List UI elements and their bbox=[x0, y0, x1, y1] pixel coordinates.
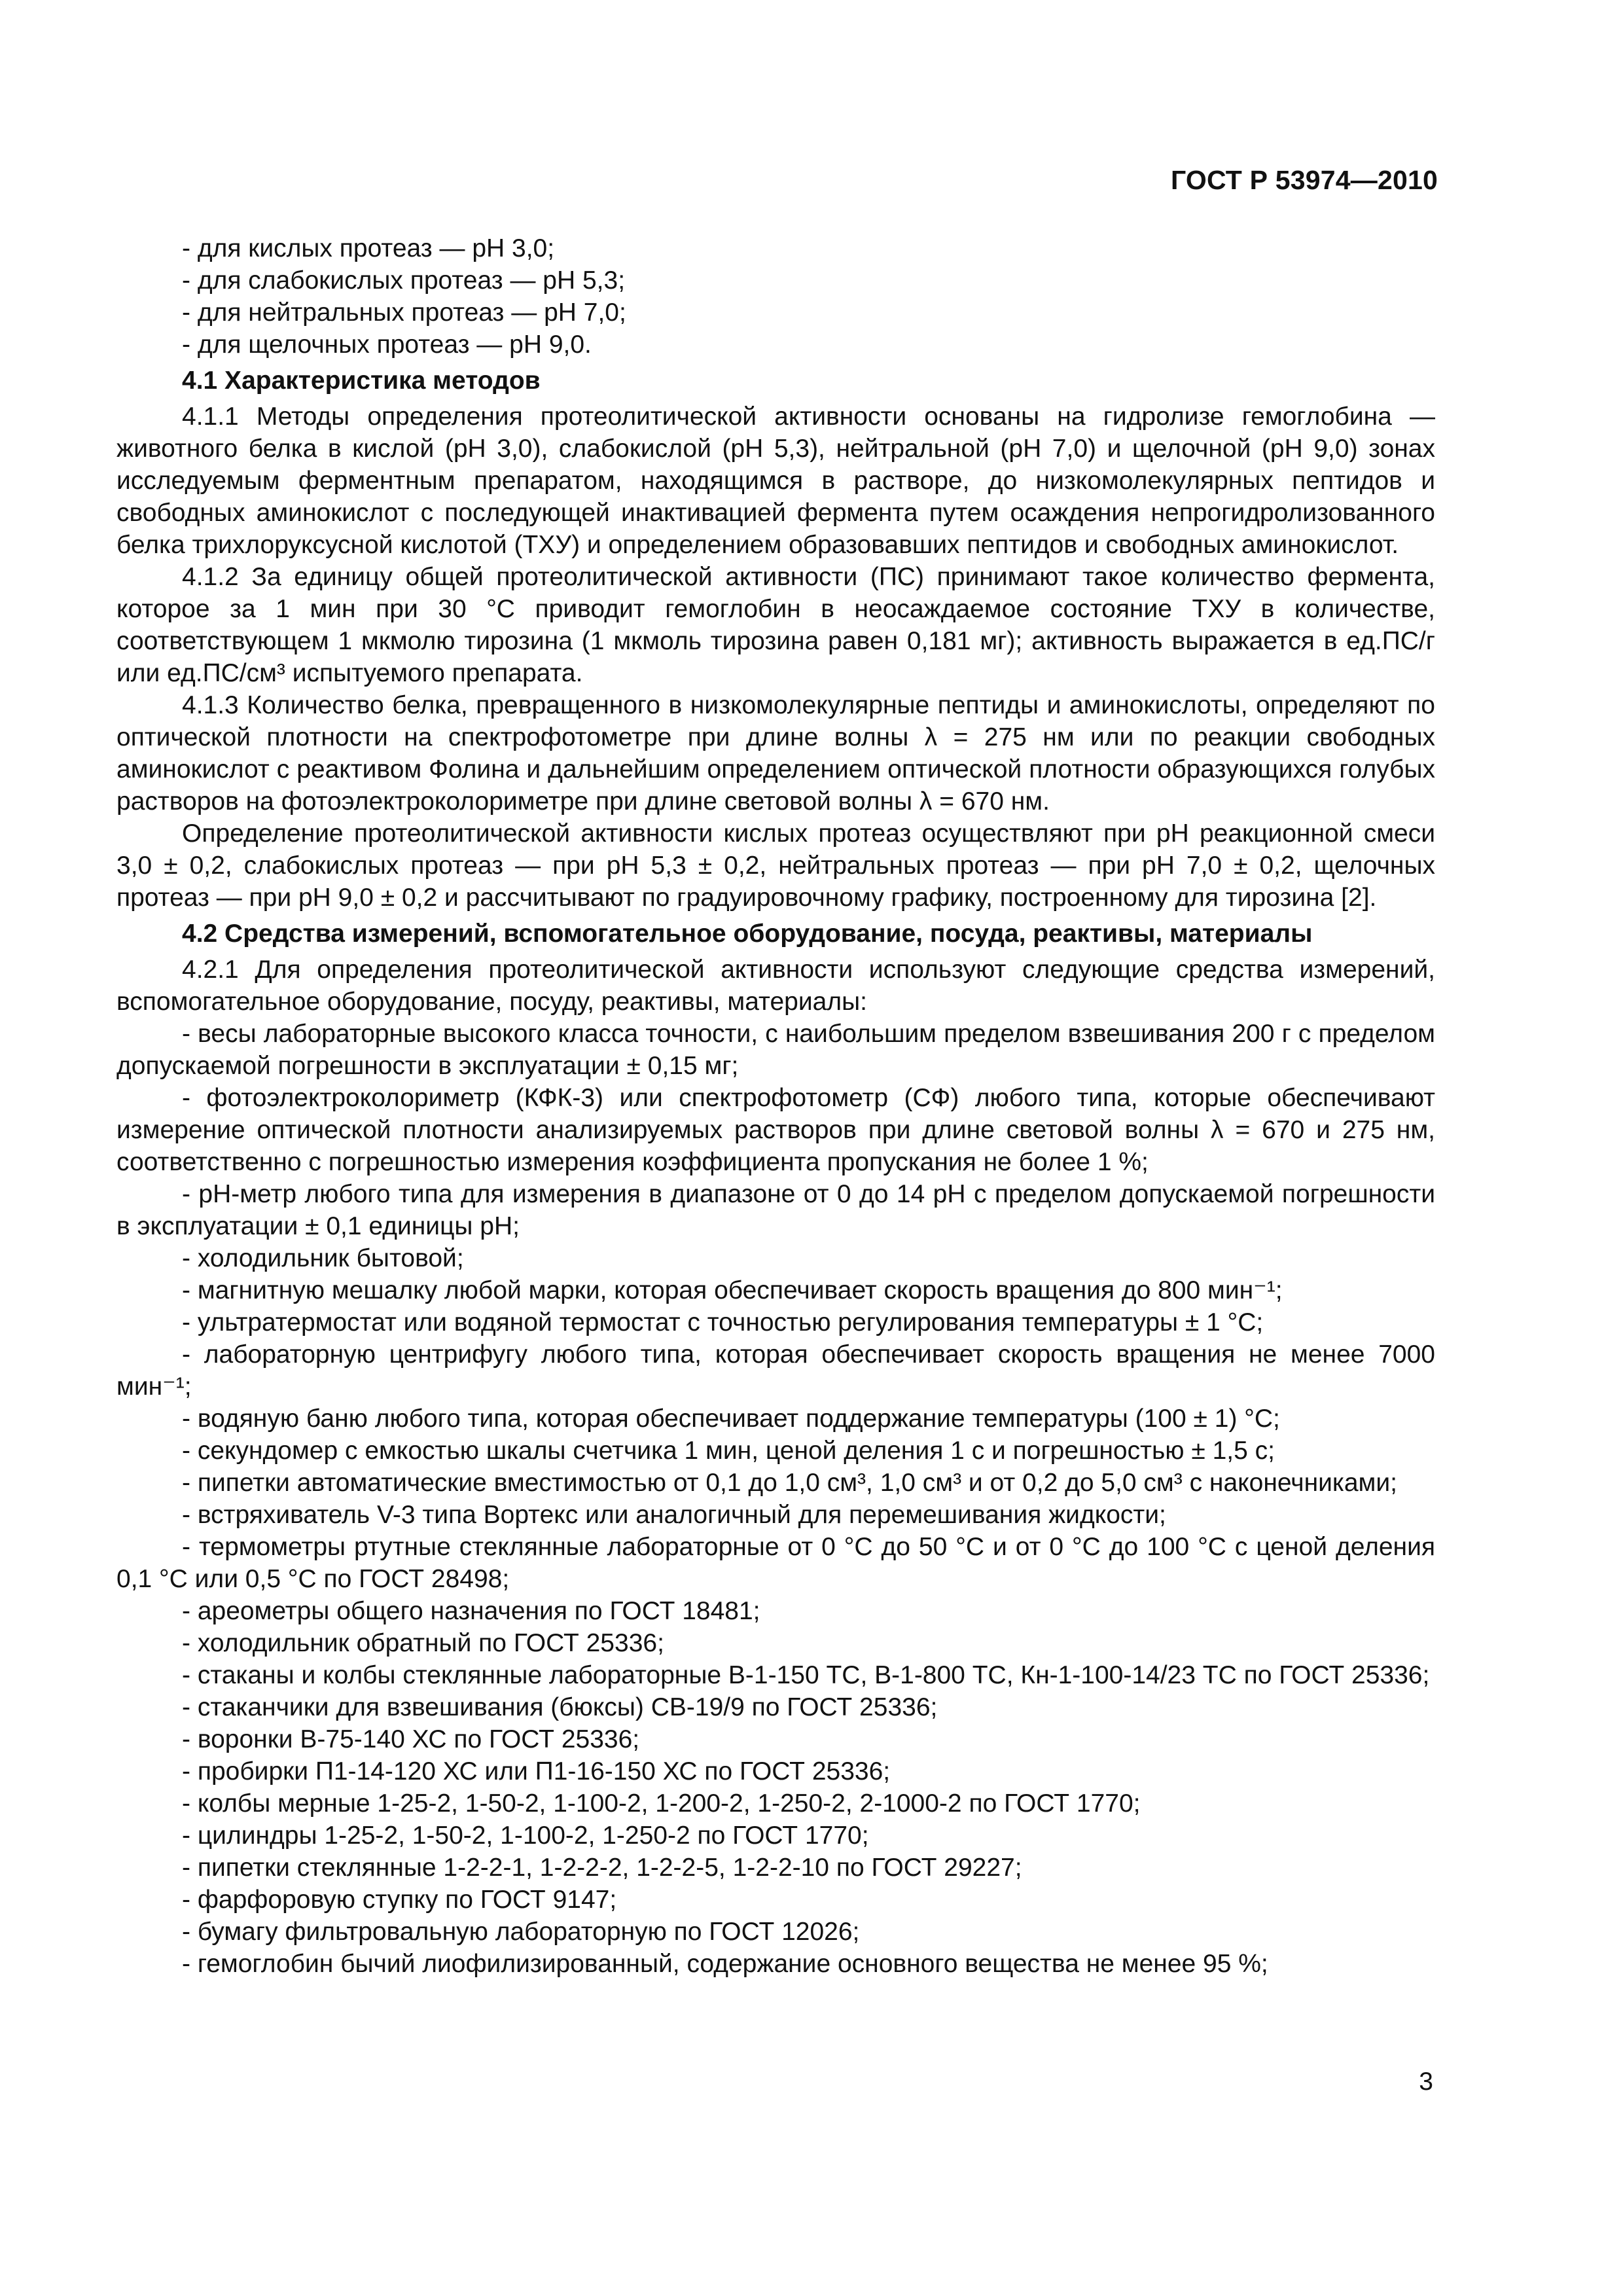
document-body bbox=[116, 232, 1435, 1980]
list-item: - колбы мерные 1-25-2, 1-50-2, 1-100-2, 1-200-2, 1-250-2, 2-1000-2 по ГОСТ 1770; bbox=[182, 1789, 1141, 1818]
list-item: - ультратермостат или водяной термостат с точностью регулирования температуры ± 1 °С; bbox=[182, 1308, 1264, 1336]
list-item: - пипетки стеклянные 1-2-2-1, 1-2-2-2, 1-2-2-5, 1-2-2-10 по ГОСТ 29227; bbox=[182, 1854, 1022, 1882]
list-item: - стаканы и колбы стеклянные лабораторные В-1-150 ТС, В-1-800 ТС, Кн-1-100-14/23 ТС по ГОСТ 25336; bbox=[182, 1661, 1430, 1689]
list-item: - цилиндры 1-25-2, 1-50-2, 1-100-2, 1-250-2 по ГОСТ 1770; bbox=[182, 1821, 869, 1850]
document-header: ГОСТ Р 53974—2010 bbox=[1171, 165, 1438, 195]
list-item: - фарфоровую ступку по ГОСТ 9147; bbox=[182, 1886, 617, 1914]
list-item: - пробирки П1-14-120 ХС или П1-16-150 ХС по ГОСТ 25336; bbox=[182, 1757, 891, 1785]
list-item: - фотоэлектроколориметр (КФК-3) или спектрофотометр (СФ) любого типа, которые обеспечивают измерение оптической плотности анализируемых растворов при длине световой волны λ = 670 и 275 нм, соответственно с погрешностью измерения коэффициента пропускания не более 1 %; bbox=[116, 1084, 1435, 1176]
page-number: 3 bbox=[1419, 2068, 1433, 2096]
list-item: - магнитную мешалку любой марки, которая обеспечивает скорость вращения до 800 мин⁻¹; bbox=[182, 1276, 1283, 1304]
list-item: - для кислых протеаз — рН 3,0; bbox=[182, 234, 555, 262]
list-item: - водяную баню любого типа, которая обеспечивает поддержание температуры (100 ± 1) °С; bbox=[182, 1405, 1280, 1433]
list-item: - ареометры общего назначения по ГОСТ 18481; bbox=[182, 1597, 760, 1625]
list-item: - холодильник бытовой; bbox=[182, 1244, 464, 1272]
list-item: - бумагу фильтровальную лабораторную по ГОСТ 12026; bbox=[182, 1918, 860, 1946]
paragraph: 4.2.1 Для определения протеолитической активности используют следующие средства измерений, вспомогательное оборудование, посуду, реактивы, материалы: bbox=[116, 956, 1435, 1016]
paragraph: 4.1.3 Количество белка, превращенного в низкомолекулярные пептиды и аминокислоты, определяют по оптической плотности на спектрофотометре при длине волны λ = 275 нм или по реакции свободных аминокислот с реактивом Фолина и дальнейшим определением оптической плотности образующихся голубых растворов на фотоэлектроколориметре при длине световой волны λ = 670 нм. bbox=[116, 691, 1435, 816]
list-item: - термометры ртутные стеклянные лабораторные от 0 °С до 50 °С и от 0 °С до 100 °С с ценой деления 0,1 °С или 0,5 °С по ГОСТ 28498; bbox=[116, 1533, 1435, 1593]
list-item: - холодильник обратный по ГОСТ 25336; bbox=[182, 1629, 664, 1657]
list-item: - для щелочных протеаз — рН 9,0. bbox=[182, 331, 592, 359]
section-heading: 4.2 Средства измерений, вспомогательное оборудование, посуда, реактивы, материалы bbox=[182, 920, 1313, 948]
list-item: - гемоглобин бычий лиофилизированный, содержание основного вещества не менее 95 %; bbox=[182, 1950, 1268, 1978]
paragraph: 4.1.2 За единицу общей протеолитической активности (ПС) принимают такое количество фермента, которое за 1 мин при 30 °С приводит гемоглобин в неосаждаемое состояние ТХУ в количестве, соответствующем 1 мкмолю тирозина (1 мкмоль тирозина равен 0,181 мг); активность выражается в ед.ПС/г или ед.ПС/см³ испытуемого препарата. bbox=[116, 563, 1435, 687]
list-item: - для нейтральных протеаз — рН 7,0; bbox=[182, 298, 626, 327]
list-item: - весы лабораторные высокого класса точности, с наибольшим пределом взвешивания 200 г с пределом допускаемой погрешности в эксплуатации ± 0,15 мг; bbox=[116, 1020, 1435, 1080]
list-item: - воронки В-75-140 ХС по ГОСТ 25336; bbox=[182, 1725, 640, 1753]
list-item: - пипетки автоматические вместимостью от 0,1 до 1,0 см³, 1,0 см³ и от 0,2 до 5,0 см³ с наконечниками; bbox=[182, 1469, 1397, 1497]
list-item: - встряхиватель V-3 типа Вортекс или аналогичный для перемешивания жидкости; bbox=[182, 1501, 1166, 1529]
list-item: - стаканчики для взвешивания (бюксы) СВ-19/9 по ГОСТ 25336; bbox=[182, 1693, 938, 1721]
paragraph: 4.1.1 Методы определения протеолитической активности основаны на гидролизе гемоглобина — животного белка в кислой (рН 3,0), слабокислой (рН 5,3), нейтральной (рН 7,0) и щелочной (рН 9,0) зонах исследуемым ферментным препаратом, находящимся в растворе, до низкомолекулярных пептидов и свободных аминокислот с последующей инактивацией фермента путем осаждения непрогидролизованного белка трихлоруксусной кислотой (ТХУ) и определением образовавших пептидов и свободных аминокислот. bbox=[116, 403, 1435, 559]
list-item: - лабораторную центрифугу любого типа, которая обеспечивает скорость вращения не менее 7000 мин⁻¹; bbox=[116, 1340, 1435, 1401]
section-heading: 4.1 Характеристика методов bbox=[182, 367, 541, 395]
list-item: - для слабокислых протеаз — рН 5,3; bbox=[182, 266, 626, 295]
list-item: - рН-метр любого типа для измерения в диапазоне от 0 до 14 рН с пределом допускаемой погрешности в эксплуатации ± 0,1 единицы рН; bbox=[116, 1180, 1435, 1240]
list-item: - секундомер с емкостью шкалы счетчика 1 мин, ценой деления 1 с и погрешностью ± 1,5 с; bbox=[182, 1437, 1275, 1465]
paragraph: Определение протеолитической активности кислых протеаз осуществляют при рН реакционной смеси 3,0 ± 0,2, слабокислых протеаз — при рН 5,3 ± 0,2, нейтральных протеаз — при рН 7,0 ± 0,2, щелочных протеаз — при рН 9,0 ± 0,2 и рассчитывают по градуировочному графику, построенному для тирозина [2]. bbox=[116, 819, 1435, 912]
